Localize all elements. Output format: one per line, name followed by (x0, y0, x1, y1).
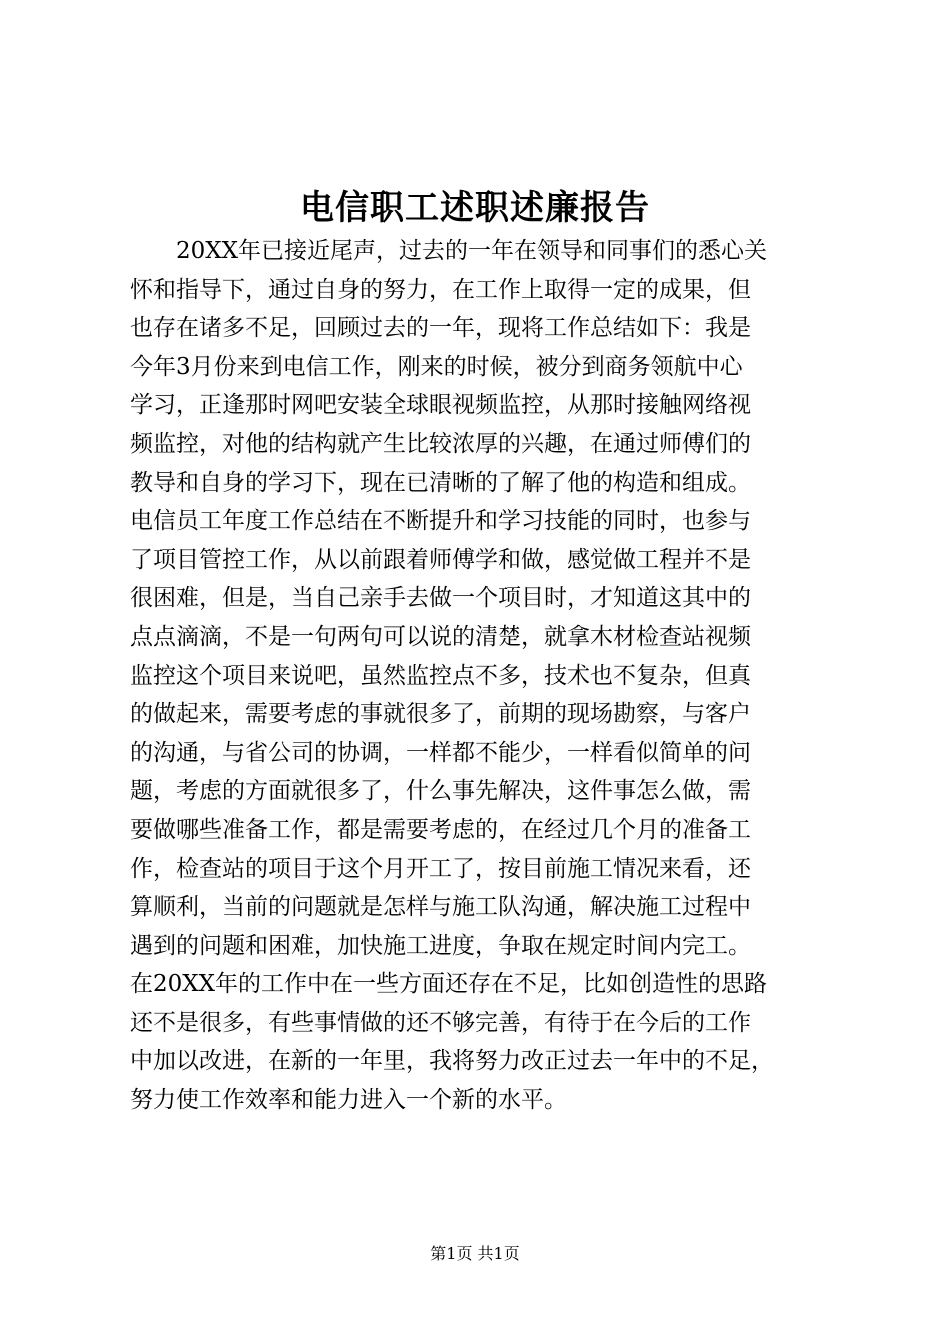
body-line: 在20XX年的工作中在一些方面还存在不足，比如创造性的思路 (130, 971, 768, 998)
body-line: 点点滴滴，不是一句两句可以说的清楚，就拿木材检查站视频 (130, 623, 751, 650)
body-line: 频监控，对他的结构就产生比较浓厚的兴趣，在通过师傅们的 (130, 430, 751, 457)
body-line: 遇到的问题和困难，加快施工进度，争取在规定时间内完工。 (130, 932, 751, 959)
body-line: 题，考虑的方面就很多了，什么事先解决，这件事怎么做，需 (130, 778, 751, 805)
body-line: 也存在诸多不足，回顾过去的一年，现将工作总结如下：我是 (130, 315, 751, 342)
body-line: 了项目管控工作，从以前跟着师傅学和做，感觉做工程并不是 (130, 546, 751, 573)
document-body (130, 232, 830, 1120)
body-line: 20XX年已接近尾声，过去的一年在领导和同事们的悉心关 (130, 238, 768, 264)
body-line: 怀和指导下，通过自身的努力，在工作上取得一定的成果，但 (130, 276, 751, 303)
body-line: 学习，正逢那时网吧安装全球眼视频监控，从那时接触网络视 (130, 392, 751, 419)
body-line: 电信员工年度工作总结在不断提升和学习技能的同时，也参与 (130, 508, 751, 535)
body-line: 算顺利，当前的问题就是怎样与施工队沟通，解决施工过程中 (130, 894, 751, 921)
body-line: 的沟通，与省公司的协调，一样都不能少，一样看似简单的问 (130, 739, 751, 766)
body-line: 还不是很多，有些事情做的还不够完善，有待于在今后的工作 (130, 1009, 751, 1036)
body-line: 努力使工作效率和能力进入一个新的水平。 (130, 1087, 567, 1114)
body-line: 今年3月份来到电信工作，刚来的时候，被分到商务领航中心 (130, 353, 743, 380)
body-line: 要做哪些准备工作，都是需要考虑的，在经过几个月的准备工 (130, 816, 751, 843)
page-footer: 第1页 共1页 (430, 1244, 520, 1263)
body-line: 中加以改进，在新的一年里，我将努力改正过去一年中的不足， (130, 1048, 774, 1075)
body-line: 作，检查站的项目于这个月开工了，按目前施工情况来看，还 (130, 855, 751, 882)
body-line: 监控这个项目来说吧，虽然监控点不多，技术也不复杂，但真 (130, 662, 751, 689)
document-title: 电信职工述职述廉报告 (300, 188, 650, 228)
body-line: 教导和自身的学习下，现在已清晰的了解了他的构造和组成。 (130, 469, 751, 496)
body-line: 的做起来，需要考虑的事就很多了，前期的现场勘察，与客户 (130, 701, 751, 728)
body-line: 很困难，但是，当自己亲手去做一个项目时，才知道这其中的 (130, 585, 751, 612)
